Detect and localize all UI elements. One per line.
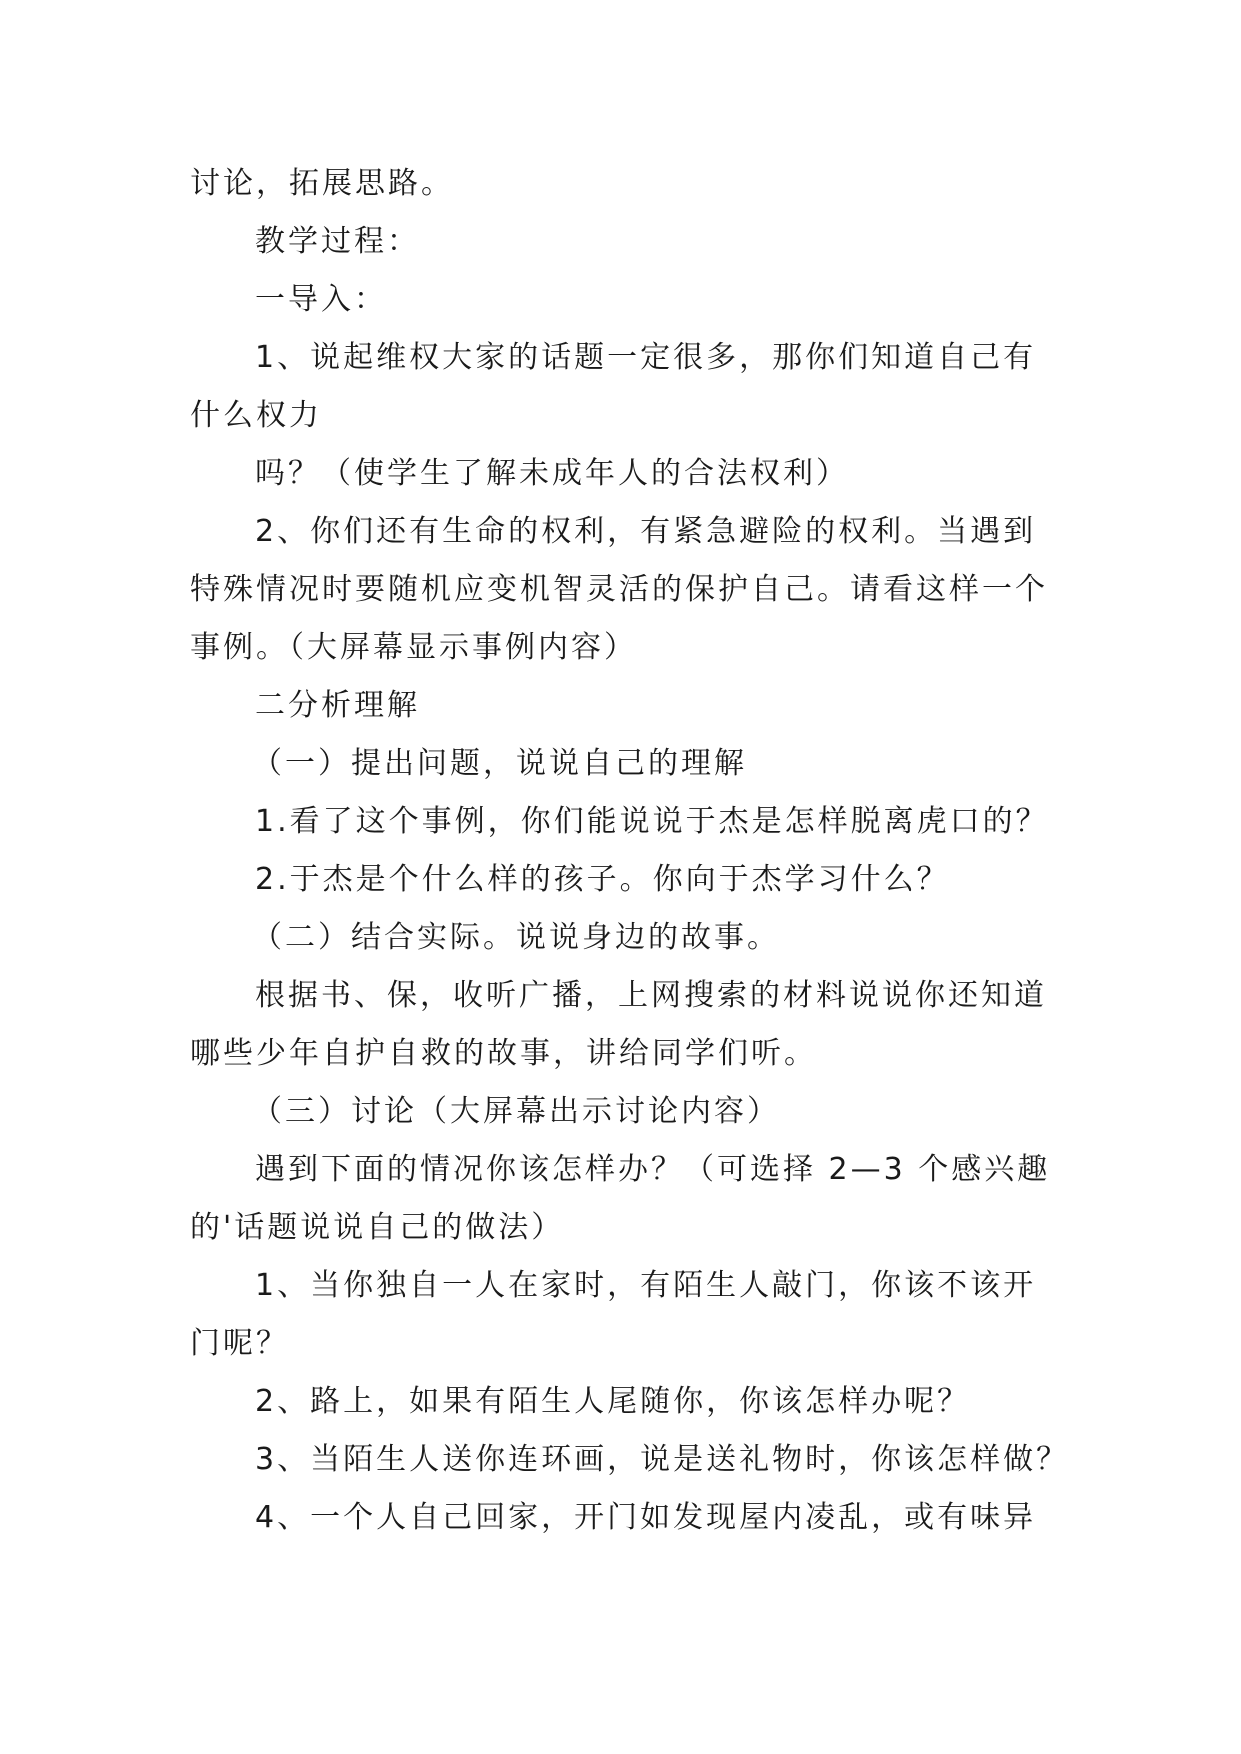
text-line: 2.于杰是个什么样的孩子。你向于杰学习什么？ [255, 862, 950, 897]
text-line: 讨论，拓展思路。 [190, 166, 454, 201]
text-line: 的'话题说说自己的做法） [190, 1210, 565, 1245]
text-line: 1、说起维权大家的话题一定很多，那你们知道自己有 [255, 340, 1037, 375]
text-line: 遇到下面的情况你该怎样办？（可选择 2—3 个感兴趣 [255, 1152, 1051, 1187]
text-line: 特殊情况时要随机应变机智灵活的保护自己。请看这样一个 [190, 572, 1048, 607]
text-line: 1.看了这个事例，你们能说说于杰是怎样脱离虎口的？ [255, 804, 1049, 839]
text-line: 吗？（使学生了解未成年人的合法权利） [255, 456, 849, 491]
text-line: 1、当你独自一人在家时，有陌生人敲门，你该不该开 [255, 1268, 1037, 1303]
text-line: 门呢？ [190, 1326, 289, 1361]
text-line: 什么权力 [190, 398, 322, 433]
text-line: 3、当陌生人送你连环画，说是送礼物时，你该怎样做？ [255, 1442, 1070, 1477]
subsection-heading: （二）结合实际。说说身边的故事。 [252, 920, 780, 955]
text-line: 根据书、保，收听广播，上网搜索的材料说说你还知道 [255, 978, 1047, 1013]
text-line: 4、一个人自己回家，开门如发现屋内凌乱，或有味异 [255, 1500, 1037, 1535]
text-line: 哪些少年自护自救的故事，讲给同学们听。 [190, 1036, 817, 1071]
section-heading: 一导入： [255, 282, 387, 317]
section-heading: 教学过程： [255, 224, 420, 259]
text-line: 事例。（大屏幕显示事例内容） [190, 630, 637, 665]
text-line: 2、路上，如果有陌生人尾随你，你该怎样办呢？ [255, 1384, 971, 1419]
section-heading: 二分析理解 [255, 688, 420, 723]
subsection-heading: （三）讨论（大屏幕出示讨论内容） [252, 1094, 780, 1129]
text-line: 2、你们还有生命的权利，有紧急避险的权利。当遇到 [255, 514, 1037, 549]
subsection-heading: （一）提出问题，说说自己的理解 [252, 746, 747, 781]
